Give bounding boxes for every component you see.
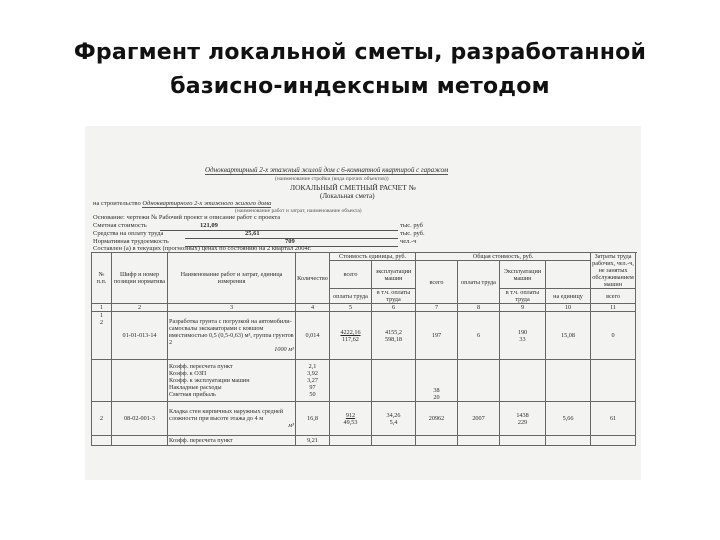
labor-unit: чел.-ч (400, 238, 417, 245)
header-unit-machines: эксплуатации машин (372, 261, 416, 289)
coef1-value: 3,92 (307, 370, 318, 377)
coef1-value: 50 (309, 391, 316, 398)
coef1-name: Коэфф. к эксплуатации машин (169, 377, 250, 384)
row1-num-cell (92, 312, 112, 360)
slide-title (40, 36, 680, 104)
row1-num: 1 (99, 312, 104, 319)
coef1-totals-cell (416, 360, 458, 402)
basis-label: Основание: чертежи № (93, 214, 158, 221)
labor-value: 709 (285, 238, 295, 245)
row2-unit-total: 912 (345, 411, 356, 419)
coef1-values-cell (296, 360, 330, 402)
coef1-name: Коэфф. к ОЗП (169, 370, 207, 377)
row2-num: 2 (92, 402, 112, 436)
row1-total-machines-cell (500, 312, 546, 360)
coef1-total: 38 (433, 387, 440, 394)
col-number: 8 (458, 304, 500, 312)
row2-total-machines: 1438 (516, 411, 529, 419)
col-number: 4 (296, 304, 330, 312)
slide-title-line-1: Фрагмент локальной сметы, разработанной (73, 40, 647, 65)
header-unit-total: всего (330, 261, 372, 289)
estimate-document-scan (85, 126, 641, 480)
coef1-total: 20 (433, 394, 440, 401)
coef2-empty-cell (330, 436, 372, 446)
coef1-num-cell (92, 360, 112, 402)
coef2-name: Коэфф. пересчета пункт (168, 436, 296, 446)
labor-label: Нормативная трудоемкость (93, 238, 169, 245)
table-row (92, 312, 636, 360)
cost-value: 121,09 (200, 222, 218, 229)
row2-unit-cost-cell (330, 402, 372, 436)
header-row-1 (92, 253, 636, 261)
col-number: 6 (372, 304, 416, 312)
row1-unit-wages: 117,62 (342, 335, 359, 343)
document-subtitle: (Локальная смета) (320, 192, 375, 200)
row1-name-cell (168, 312, 296, 360)
row1-unit: 1000 м³ (274, 346, 294, 353)
row2-qty: 16,8 (296, 402, 330, 436)
row2-unit-machine-wages: 5,4 (389, 418, 398, 426)
header-total-machines: Эксплуатации машин (500, 261, 546, 289)
row1-labor-per-unit: 15,08 (546, 312, 591, 360)
row2-total-wages: 2007 (458, 402, 500, 436)
coef2-value: 9,21 (296, 436, 330, 446)
coef1-empty-cell (546, 360, 591, 402)
row1-unit-total: 4222,16 (340, 328, 361, 336)
construction-name: Одноквартирного 2-х этажного жилого дома (142, 200, 272, 207)
coef2-empty-cell (416, 436, 458, 446)
row1-sub: 2 (99, 319, 104, 326)
row1-total-all: 197 (416, 312, 458, 360)
row1-qty: 0,014 (296, 312, 330, 360)
row1-total-machine-wages: 33 (519, 335, 526, 343)
coef1-name: Накладные расходы (169, 384, 222, 391)
row1-code: 01-01-013-14 (112, 312, 168, 360)
coef1-empty-cell (330, 360, 372, 402)
header-labor-per-unit: на единицу (546, 289, 591, 304)
row1-machines-cell (372, 312, 416, 360)
basis-line (93, 214, 280, 221)
header-code: Шифр и номер позиции норматива (112, 253, 168, 304)
col-number: 7 (416, 304, 458, 312)
row1-total-wages: 6 (458, 312, 500, 360)
slide-title-line-2: базисно-индексным методом (170, 74, 550, 99)
wages-label: Средства на оплату труда (93, 230, 164, 237)
row2-total-machine-wages: 229 (517, 418, 528, 426)
table-row (92, 436, 636, 446)
row2-unit-machines: 34,26 (386, 411, 401, 419)
col-number: 9 (500, 304, 546, 312)
table-row (92, 360, 636, 402)
coef2-empty-cell (546, 436, 591, 446)
row1-total-machines: 190 (517, 328, 528, 336)
coef1-value: 97 (309, 384, 316, 391)
coef1-name: Коэфф. пересчета пункт (169, 363, 233, 370)
cost-unit: тыс. руб (400, 222, 423, 229)
basis-value: Рабочий проект и описание работ с проекта (158, 214, 281, 221)
row1-labor-total: 0 (591, 312, 636, 360)
wages-unit: тыс. руб. (400, 230, 425, 237)
coef2-empty-cell (372, 436, 416, 446)
header-total-all: всего (416, 261, 458, 304)
coef2-empty-cell (112, 436, 168, 446)
coef1-empty-cell (500, 360, 546, 402)
header-total-machine-wages-2: в т.ч. оплаты труда (500, 289, 546, 304)
object-name: Одноквартирный 2-х этажный жилой дом с 6-комнатной квартирой с гаражом (205, 166, 449, 174)
row2-labor-total: 61 (591, 402, 636, 436)
document-title: ЛОКАЛЬНЫЙ СМЕТНЫЙ РАСЧЕТ № (290, 183, 416, 192)
coef1-empty-cell (372, 360, 416, 402)
header-labor-total: всего (591, 289, 636, 304)
row2-name-cell (168, 402, 296, 436)
col-number: 5 (330, 304, 372, 312)
column-number-row (92, 304, 636, 312)
col-number: 2 (112, 304, 168, 312)
coef1-names-cell (168, 360, 296, 402)
row1-unit-machines: 4155,2 (384, 328, 402, 336)
header-unit-machine-wages: в т.ч. оплаты труда (372, 289, 416, 304)
header-unit-wages: оплаты труда (330, 289, 372, 304)
col-number: 11 (591, 304, 636, 312)
header-qty: Количество (296, 253, 330, 304)
row2-code: 08-02-001-3 (112, 402, 168, 436)
coef1-value: 2,1 (308, 363, 317, 370)
row2-unit: м³ (288, 422, 294, 429)
header-total-wages: оплаты труда (458, 261, 500, 304)
row2-labor-per-unit: 5,66 (546, 402, 591, 436)
construction-caption: (наименование работ и затрат, наименование объекта) (235, 208, 362, 214)
header-unit-cost: Стоимость единицы, руб. (330, 253, 416, 261)
table-row (92, 402, 636, 436)
row2-total-machines-cell (500, 402, 546, 436)
cost-rule (160, 230, 398, 231)
coef1-empty-cell (591, 360, 636, 402)
coef1-empty-cell (458, 360, 500, 402)
header-name: Наименование работ и затрат, единица измерения (168, 253, 296, 304)
row2-unit-wages: 49,53 (343, 418, 358, 426)
prices-note: Составлен (а) в текущих (прогнозных) ценах по состоянию на 2 квартал 2004г. (93, 245, 312, 252)
coef2-empty-cell (92, 436, 112, 446)
header-num: № п.п. (92, 253, 112, 304)
col-number: 10 (546, 304, 591, 312)
coef2-empty-cell (458, 436, 500, 446)
row2-name: Кладка стен кирпичных наружных средней сложности при высоте этажа до 4 м (169, 408, 284, 422)
header-total-cost: Общая стоимость, руб. (416, 253, 591, 261)
col-number: 1 (92, 304, 112, 312)
coef1-value: 3,27 (307, 377, 318, 384)
cost-label: Сметная стоимость (93, 222, 147, 229)
construction-line (93, 200, 271, 207)
object-caption: (наименование стройки (вида прочих объектов)) (275, 176, 389, 182)
estimate-table (91, 252, 636, 446)
header-labor: Затраты труда рабочих, чел.-ч, не занятых обслуживанием машин (592, 253, 634, 288)
col-number: 3 (168, 304, 296, 312)
row1-unit-machine-wages: 598,18 (384, 335, 402, 343)
wages-value: 25,61 (245, 230, 260, 237)
row1-name: Разработка грунта с погрузкой на автомобили-самосвалы экскаваторами с ковшом вместимостью 0,5 (0,5-0,63) м³, группа грунтов 2 (169, 318, 294, 346)
construction-prefix: на строительство (93, 200, 141, 207)
row1-unit-cost-cell (330, 312, 372, 360)
coef2-empty-cell (591, 436, 636, 446)
row2-total-all: 20962 (416, 402, 458, 436)
row2-machines-cell (372, 402, 416, 436)
coef1-code-cell (112, 360, 168, 402)
coef1-name: Сметная прибыль (169, 391, 216, 398)
coef2-empty-cell (500, 436, 546, 446)
